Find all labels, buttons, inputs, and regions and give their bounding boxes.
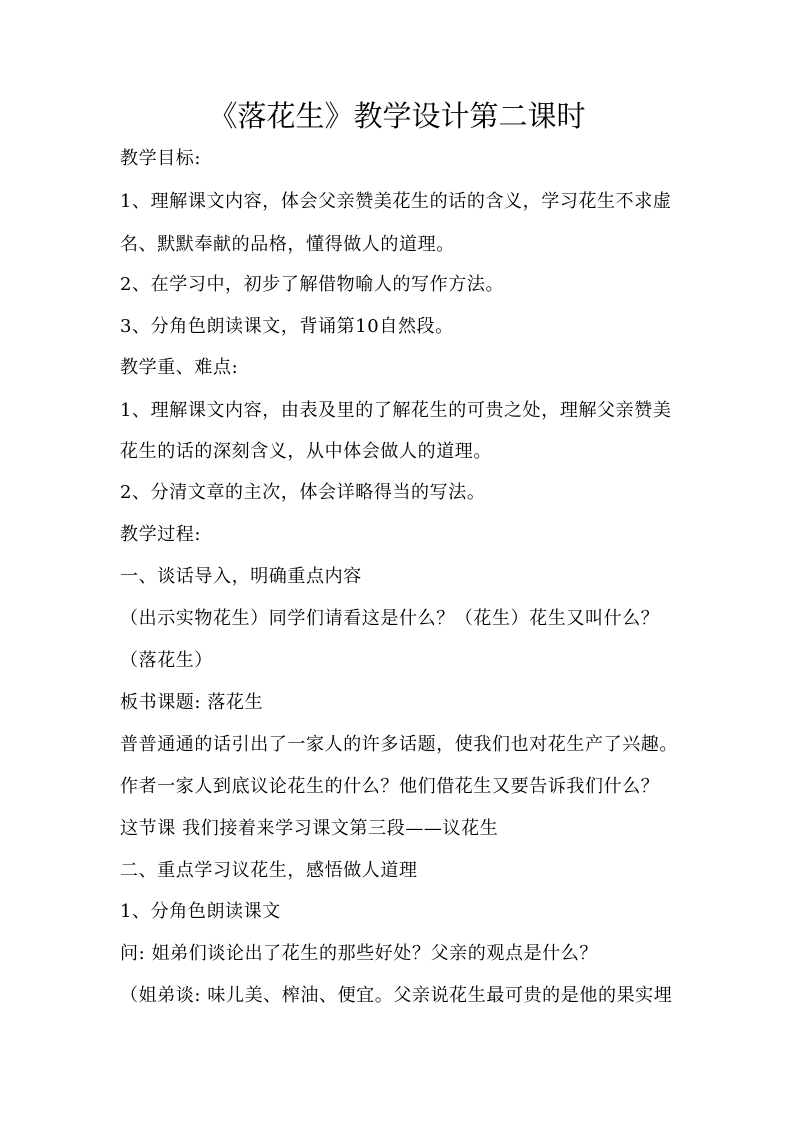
paragraph-line: 这节课 我们接着来学习课文第三段——议花生: [120, 818, 499, 839]
paragraph-line: 1、理解课文内容，体会父亲赞美花生的话的含义，学习花生不求虚: [120, 191, 672, 212]
section-heading-2: 二、重点学习议花生，感悟做人道理: [120, 860, 418, 881]
heading-key-difficult-points: 教学重、难点:: [120, 357, 239, 378]
document-title: 《落花生》教学设计第二课时: [208, 99, 586, 133]
paragraph-line: （落花生）: [120, 650, 213, 671]
heading-teaching-process: 教学过程:: [120, 524, 202, 545]
paragraph-line: 问: 姐弟们谈论出了花生的那些好处？父亲的观点是什么？: [120, 943, 598, 964]
heading-teaching-goals: 教学目标:: [120, 148, 202, 169]
section-heading-1: 一、谈话导入，明确重点内容: [120, 566, 362, 587]
paragraph-line: （出示实物花生）同学们请看这是什么？（花生）花生又叫什么？: [120, 608, 660, 629]
paragraph-line: 2、分清文章的主次，体会详略得当的写法。: [120, 482, 486, 503]
paragraph-line: 2、在学习中，初步了解借物喻人的写作方法。: [120, 274, 505, 295]
paragraph-line: 作者一家人到底议论花生的什么？他们借花生又要告诉我们什么？: [120, 776, 660, 797]
paragraph-line: 1、理解课文内容，由表及里的了解花生的可贵之处，理解父亲赞美: [120, 400, 672, 421]
paragraph-line: 花生的话的深刻含义，从中体会做人的道理。: [120, 441, 492, 462]
paragraph-line: 普普通通的话引出了一家人的许多话题，使我们也对花生产了兴趣。: [120, 734, 678, 755]
paragraph-line: （姐弟谈: 味儿美、榨油、便宜。父亲说花生最可贵的是他的果实埋: [120, 985, 673, 1006]
paragraph-line: 1、分角色朗读课文: [120, 901, 281, 922]
paragraph-line: 3、分角色朗读课文，背诵第10自然段。: [120, 316, 454, 337]
blackboard-title-line: 板书课题: 落花生: [120, 692, 264, 713]
paragraph-line: 名、默默奉献的品格，懂得做人的道理。: [120, 234, 455, 255]
